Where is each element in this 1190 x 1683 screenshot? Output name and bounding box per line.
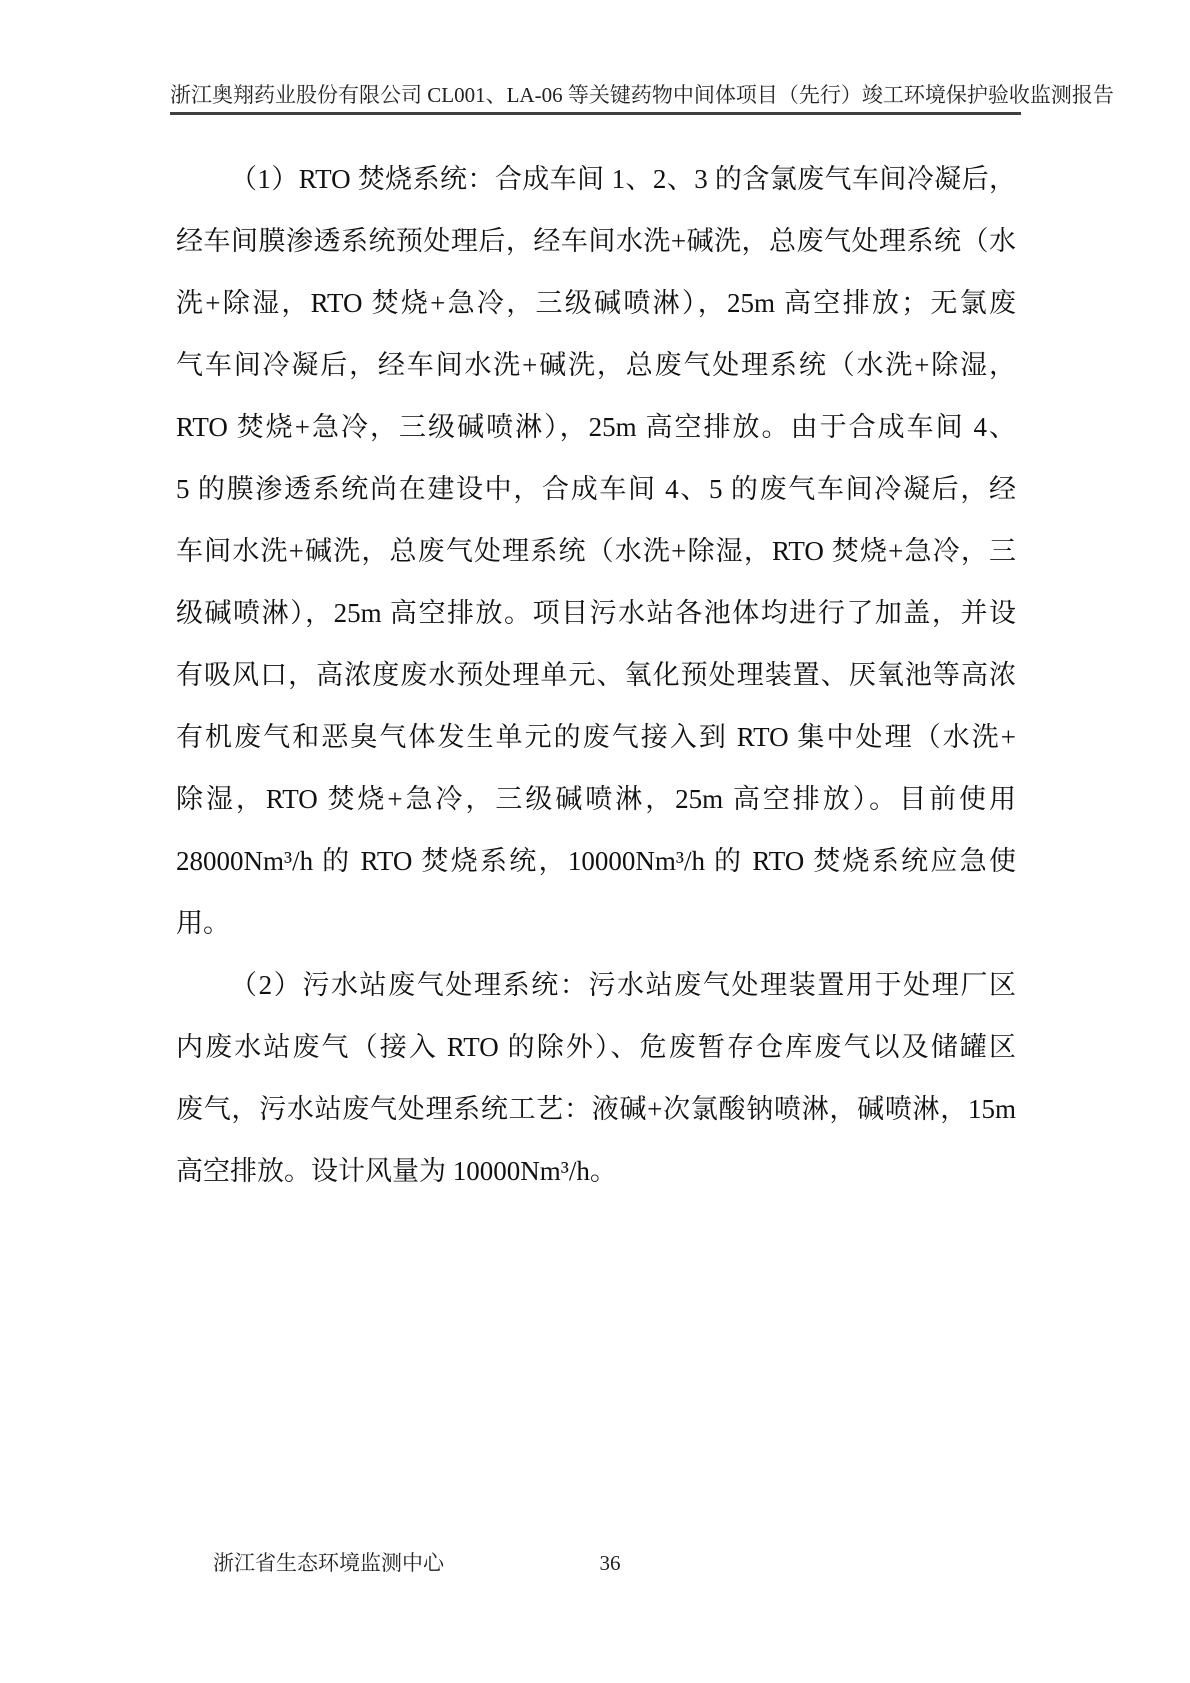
- body-line: 级碱喷淋），25m 高空排放。项目污水站各池体均进行了加盖，并设: [176, 598, 1016, 628]
- body-line: RTO 焚烧+急冷，三级碱喷淋），25m 高空排放。由于合成车间 4、: [176, 412, 1016, 442]
- body-line: 5 的膜渗透系统尚在建设中，合成车间 4、5 的废气车间冷凝后，经: [176, 474, 1016, 504]
- paragraph-wastewater-system: [176, 954, 1016, 1202]
- body-line: 车间水洗+碱洗，总废气处理系统（水洗+除湿，RTO 焚烧+急冷，三: [176, 536, 1016, 566]
- paragraph-rto-system: [176, 148, 1016, 954]
- body-line: 有吸风口，高浓度废水预处理单元、氧化预处理装置、厌氧池等高浓: [176, 660, 1016, 690]
- footer-organization: 浙江省生态环境监测中心: [213, 1551, 444, 1575]
- body-line: 内废水站废气（接入 RTO 的除外）、危废暂存仓库废气以及储罐区: [176, 1032, 1016, 1062]
- body-line: 有机废气和恶臭气体发生单元的废气接入到 RTO 集中处理（水洗+: [176, 722, 1016, 752]
- body-line: 气车间冷凝后，经车间水洗+碱洗，总废气处理系统（水洗+除湿，: [176, 350, 1016, 380]
- body-line: 废气，污水站废气处理系统工艺：液碱+次氯酸钠喷淋，碱喷淋，15m: [176, 1094, 1016, 1124]
- header-rule-divider: [170, 112, 1021, 115]
- body-line: 高空排放。设计风量为 10000Nm³/h。: [176, 1156, 617, 1186]
- body-line: 经车间膜渗透系统预处理后，经车间水洗+碱洗，总废气处理系统（水: [176, 226, 1016, 256]
- document-body: [176, 148, 1016, 1202]
- body-line: （2）污水站废气处理系统：污水站废气处理装置用于处理厂区: [230, 970, 1016, 1000]
- body-line: （1）RTO 焚烧系统：合成车间 1、2、3 的含氯废气车间冷凝后，: [230, 164, 1016, 194]
- page-header-title: 浙江奥翔药业股份有限公司 CL001、LA-06 等关键药物中间体项目（先行）竣工环境保护验收监测报告: [170, 83, 1114, 107]
- body-line: 28000Nm³/h 的 RTO 焚烧系统，10000Nm³/h 的 RTO 焚烧系统应急使: [176, 846, 1016, 876]
- body-line: 除湿，RTO 焚烧+急冷，三级碱喷淋，25m 高空排放）。目前使用: [176, 784, 1016, 814]
- body-line: 用。: [176, 908, 230, 938]
- footer-page-number: 36: [599, 1551, 621, 1575]
- body-line: 洗+除湿，RTO 焚烧+急冷，三级碱喷淋），25m 高空排放；无氯废: [176, 288, 1016, 318]
